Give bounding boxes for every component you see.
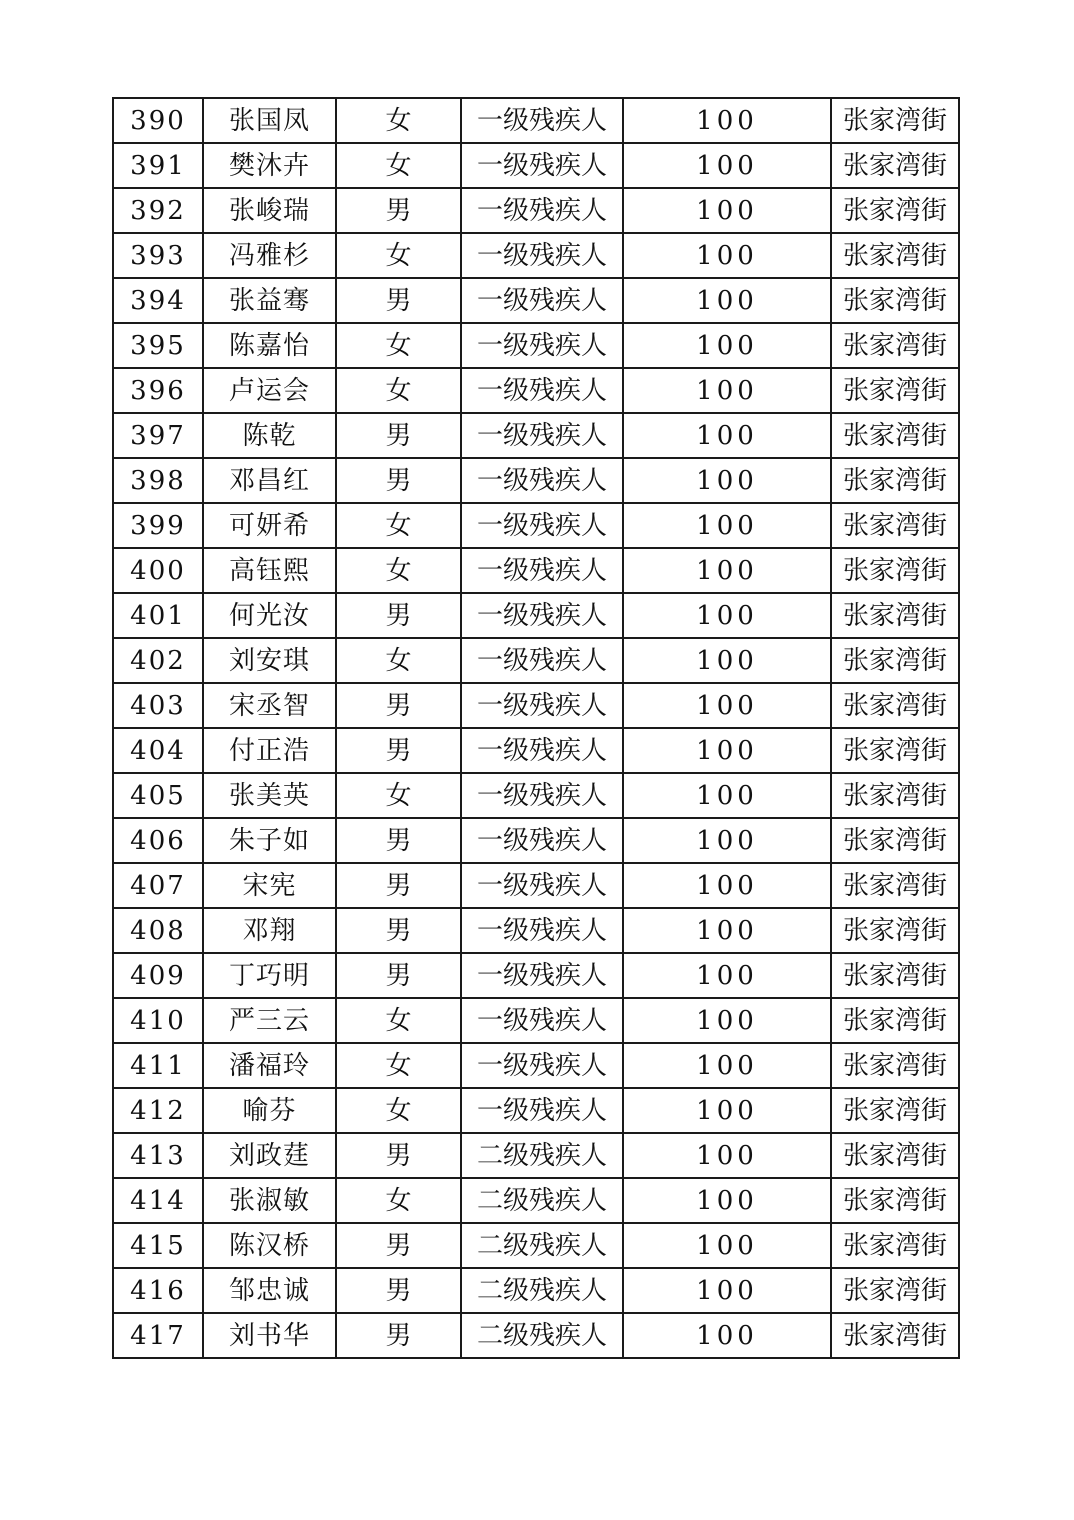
person-name-cell: 严三云 [203, 998, 336, 1043]
street-cell: 张家湾街 [831, 1088, 959, 1133]
street-cell: 张家湾街 [831, 908, 959, 953]
table-row [113, 143, 959, 188]
person-name-cell: 刘安琪 [203, 638, 336, 683]
table-body [113, 98, 959, 1358]
disability-level-cell: 二级残疾人 [461, 1133, 623, 1178]
gender-cell: 男 [336, 1313, 461, 1358]
table-row [113, 278, 959, 323]
subsidy-amount-cell: 100 [623, 233, 831, 278]
gender-cell: 男 [336, 413, 461, 458]
serial-number-cell: 407 [113, 863, 203, 908]
street-cell: 张家湾街 [831, 233, 959, 278]
serial-number-cell: 401 [113, 593, 203, 638]
disability-level-cell: 一级残疾人 [461, 188, 623, 233]
subsidy-amount-cell: 100 [623, 368, 831, 413]
table-row [113, 728, 959, 773]
gender-cell: 女 [336, 1178, 461, 1223]
disability-level-cell: 一级残疾人 [461, 1088, 623, 1133]
person-name-cell: 刘政莛 [203, 1133, 336, 1178]
person-name-cell: 张峻瑞 [203, 188, 336, 233]
table-row [113, 98, 959, 143]
disability-level-cell: 一级残疾人 [461, 458, 623, 503]
serial-number-cell: 394 [113, 278, 203, 323]
gender-cell: 男 [336, 188, 461, 233]
street-cell: 张家湾街 [831, 638, 959, 683]
street-cell: 张家湾街 [831, 1043, 959, 1088]
table-row [113, 1043, 959, 1088]
gender-cell: 男 [336, 908, 461, 953]
disability-level-cell: 一级残疾人 [461, 728, 623, 773]
person-name-cell: 冯雅杉 [203, 233, 336, 278]
serial-number-cell: 409 [113, 953, 203, 998]
street-cell: 张家湾街 [831, 953, 959, 998]
serial-number-cell: 406 [113, 818, 203, 863]
gender-cell: 女 [336, 1088, 461, 1133]
person-name-cell: 何光汝 [203, 593, 336, 638]
subsidy-amount-cell: 100 [623, 1088, 831, 1133]
serial-number-cell: 417 [113, 1313, 203, 1358]
serial-number-cell: 402 [113, 638, 203, 683]
subsidy-amount-cell: 100 [623, 953, 831, 998]
gender-cell: 男 [336, 953, 461, 998]
table-row [113, 1178, 959, 1223]
disability-level-cell: 一级残疾人 [461, 863, 623, 908]
street-cell: 张家湾街 [831, 998, 959, 1043]
gender-cell: 女 [336, 503, 461, 548]
subsidy-amount-cell: 100 [623, 998, 831, 1043]
street-cell: 张家湾街 [831, 143, 959, 188]
disability-level-cell: 二级残疾人 [461, 1178, 623, 1223]
person-name-cell: 朱子如 [203, 818, 336, 863]
table-row [113, 638, 959, 683]
gender-cell: 女 [336, 548, 461, 593]
subsidy-amount-cell: 100 [623, 638, 831, 683]
gender-cell: 女 [336, 638, 461, 683]
disability-level-cell: 一级残疾人 [461, 323, 623, 368]
serial-number-cell: 392 [113, 188, 203, 233]
person-name-cell: 刘书华 [203, 1313, 336, 1358]
street-cell: 张家湾街 [831, 683, 959, 728]
table-row [113, 818, 959, 863]
person-name-cell: 张益骞 [203, 278, 336, 323]
table-row [113, 503, 959, 548]
subsidy-amount-cell: 100 [623, 1178, 831, 1223]
subsidy-amount-cell: 100 [623, 818, 831, 863]
table-row [113, 368, 959, 413]
person-name-cell: 张淑敏 [203, 1178, 336, 1223]
person-name-cell: 樊沐卉 [203, 143, 336, 188]
subsidy-amount-cell: 100 [623, 1223, 831, 1268]
gender-cell: 女 [336, 233, 461, 278]
serial-number-cell: 396 [113, 368, 203, 413]
gender-cell: 女 [336, 143, 461, 188]
table-row [113, 413, 959, 458]
disability-level-cell: 一级残疾人 [461, 818, 623, 863]
person-name-cell: 可妍希 [203, 503, 336, 548]
street-cell: 张家湾街 [831, 773, 959, 818]
person-name-cell: 卢运会 [203, 368, 336, 413]
gender-cell: 女 [336, 1043, 461, 1088]
serial-number-cell: 405 [113, 773, 203, 818]
table-row [113, 1133, 959, 1178]
street-cell: 张家湾街 [831, 188, 959, 233]
table-row [113, 998, 959, 1043]
gender-cell: 男 [336, 278, 461, 323]
person-name-cell: 高钰熙 [203, 548, 336, 593]
street-cell: 张家湾街 [831, 413, 959, 458]
gender-cell: 男 [336, 1133, 461, 1178]
person-name-cell: 陈汉桥 [203, 1223, 336, 1268]
table-row [113, 683, 959, 728]
gender-cell: 男 [336, 458, 461, 503]
person-name-cell: 潘福玲 [203, 1043, 336, 1088]
serial-number-cell: 395 [113, 323, 203, 368]
gender-cell: 女 [336, 773, 461, 818]
serial-number-cell: 415 [113, 1223, 203, 1268]
table-row [113, 593, 959, 638]
subsidy-amount-cell: 100 [623, 908, 831, 953]
gender-cell: 女 [336, 998, 461, 1043]
street-cell: 张家湾街 [831, 1313, 959, 1358]
subsidy-amount-cell: 100 [623, 188, 831, 233]
disability-subsidy-table [112, 97, 960, 1359]
disability-level-cell: 一级残疾人 [461, 368, 623, 413]
subsidy-amount-cell: 100 [623, 863, 831, 908]
serial-number-cell: 399 [113, 503, 203, 548]
subsidy-amount-cell: 100 [623, 548, 831, 593]
person-name-cell: 邓昌红 [203, 458, 336, 503]
street-cell: 张家湾街 [831, 503, 959, 548]
street-cell: 张家湾街 [831, 818, 959, 863]
serial-number-cell: 411 [113, 1043, 203, 1088]
person-name-cell: 宋宪 [203, 863, 336, 908]
subsidy-amount-cell: 100 [623, 728, 831, 773]
gender-cell: 男 [336, 683, 461, 728]
street-cell: 张家湾街 [831, 548, 959, 593]
disability-level-cell: 一级残疾人 [461, 638, 623, 683]
table-row [113, 908, 959, 953]
disability-level-cell: 一级残疾人 [461, 233, 623, 278]
subsidy-amount-cell: 100 [623, 98, 831, 143]
table-row [113, 458, 959, 503]
subsidy-amount-cell: 100 [623, 593, 831, 638]
subsidy-amount-cell: 100 [623, 503, 831, 548]
serial-number-cell: 391 [113, 143, 203, 188]
subsidy-amount-cell: 100 [623, 323, 831, 368]
person-name-cell: 付正浩 [203, 728, 336, 773]
street-cell: 张家湾街 [831, 368, 959, 413]
table-row [113, 773, 959, 818]
table-row [113, 1268, 959, 1313]
street-cell: 张家湾街 [831, 323, 959, 368]
gender-cell: 男 [336, 728, 461, 773]
disability-level-cell: 二级残疾人 [461, 1268, 623, 1313]
gender-cell: 女 [336, 323, 461, 368]
serial-number-cell: 403 [113, 683, 203, 728]
street-cell: 张家湾街 [831, 98, 959, 143]
subsidy-amount-cell: 100 [623, 683, 831, 728]
subsidy-amount-cell: 100 [623, 1043, 831, 1088]
gender-cell: 男 [336, 1223, 461, 1268]
disability-level-cell: 一级残疾人 [461, 548, 623, 593]
subsidy-amount-cell: 100 [623, 278, 831, 323]
gender-cell: 女 [336, 368, 461, 413]
street-cell: 张家湾街 [831, 458, 959, 503]
subsidy-amount-cell: 100 [623, 1313, 831, 1358]
serial-number-cell: 393 [113, 233, 203, 278]
gender-cell: 男 [336, 863, 461, 908]
disability-level-cell: 一级残疾人 [461, 98, 623, 143]
person-name-cell: 宋丞智 [203, 683, 336, 728]
street-cell: 张家湾街 [831, 728, 959, 773]
disability-level-cell: 一级残疾人 [461, 413, 623, 458]
table-row [113, 548, 959, 593]
serial-number-cell: 408 [113, 908, 203, 953]
street-cell: 张家湾街 [831, 1178, 959, 1223]
gender-cell: 女 [336, 98, 461, 143]
serial-number-cell: 412 [113, 1088, 203, 1133]
disability-level-cell: 一级残疾人 [461, 953, 623, 998]
person-name-cell: 陈乾 [203, 413, 336, 458]
subsidy-amount-cell: 100 [623, 773, 831, 818]
subsidy-amount-cell: 100 [623, 1133, 831, 1178]
subsidy-amount-cell: 100 [623, 413, 831, 458]
table-row [113, 953, 959, 998]
table-row [113, 188, 959, 233]
person-name-cell: 喻芬 [203, 1088, 336, 1133]
person-name-cell: 邹忠诚 [203, 1268, 336, 1313]
table-row [113, 1088, 959, 1133]
disability-level-cell: 一级残疾人 [461, 143, 623, 188]
person-name-cell: 邓翔 [203, 908, 336, 953]
person-name-cell: 丁巧明 [203, 953, 336, 998]
disability-level-cell: 一级残疾人 [461, 683, 623, 728]
table-row [113, 863, 959, 908]
person-name-cell: 张美英 [203, 773, 336, 818]
gender-cell: 男 [336, 1268, 461, 1313]
person-name-cell: 陈嘉怡 [203, 323, 336, 368]
disability-level-cell: 一级残疾人 [461, 278, 623, 323]
subsidy-amount-cell: 100 [623, 458, 831, 503]
table-row [113, 1223, 959, 1268]
street-cell: 张家湾街 [831, 1223, 959, 1268]
serial-number-cell: 416 [113, 1268, 203, 1313]
serial-number-cell: 397 [113, 413, 203, 458]
gender-cell: 男 [336, 818, 461, 863]
table-row [113, 233, 959, 278]
street-cell: 张家湾街 [831, 1268, 959, 1313]
subsidy-amount-cell: 100 [623, 143, 831, 188]
person-name-cell: 张国凤 [203, 98, 336, 143]
disability-level-cell: 二级残疾人 [461, 1313, 623, 1358]
table-row [113, 1313, 959, 1358]
disability-level-cell: 一级残疾人 [461, 593, 623, 638]
serial-number-cell: 413 [113, 1133, 203, 1178]
gender-cell: 男 [336, 593, 461, 638]
street-cell: 张家湾街 [831, 593, 959, 638]
serial-number-cell: 410 [113, 998, 203, 1043]
disability-level-cell: 一级残疾人 [461, 773, 623, 818]
street-cell: 张家湾街 [831, 1133, 959, 1178]
disability-level-cell: 一级残疾人 [461, 908, 623, 953]
disability-level-cell: 一级残疾人 [461, 503, 623, 548]
serial-number-cell: 398 [113, 458, 203, 503]
serial-number-cell: 400 [113, 548, 203, 593]
street-cell: 张家湾街 [831, 278, 959, 323]
disability-level-cell: 二级残疾人 [461, 1223, 623, 1268]
disability-level-cell: 一级残疾人 [461, 998, 623, 1043]
street-cell: 张家湾街 [831, 863, 959, 908]
table-row [113, 323, 959, 368]
disability-level-cell: 一级残疾人 [461, 1043, 623, 1088]
serial-number-cell: 390 [113, 98, 203, 143]
serial-number-cell: 414 [113, 1178, 203, 1223]
subsidy-amount-cell: 100 [623, 1268, 831, 1313]
serial-number-cell: 404 [113, 728, 203, 773]
